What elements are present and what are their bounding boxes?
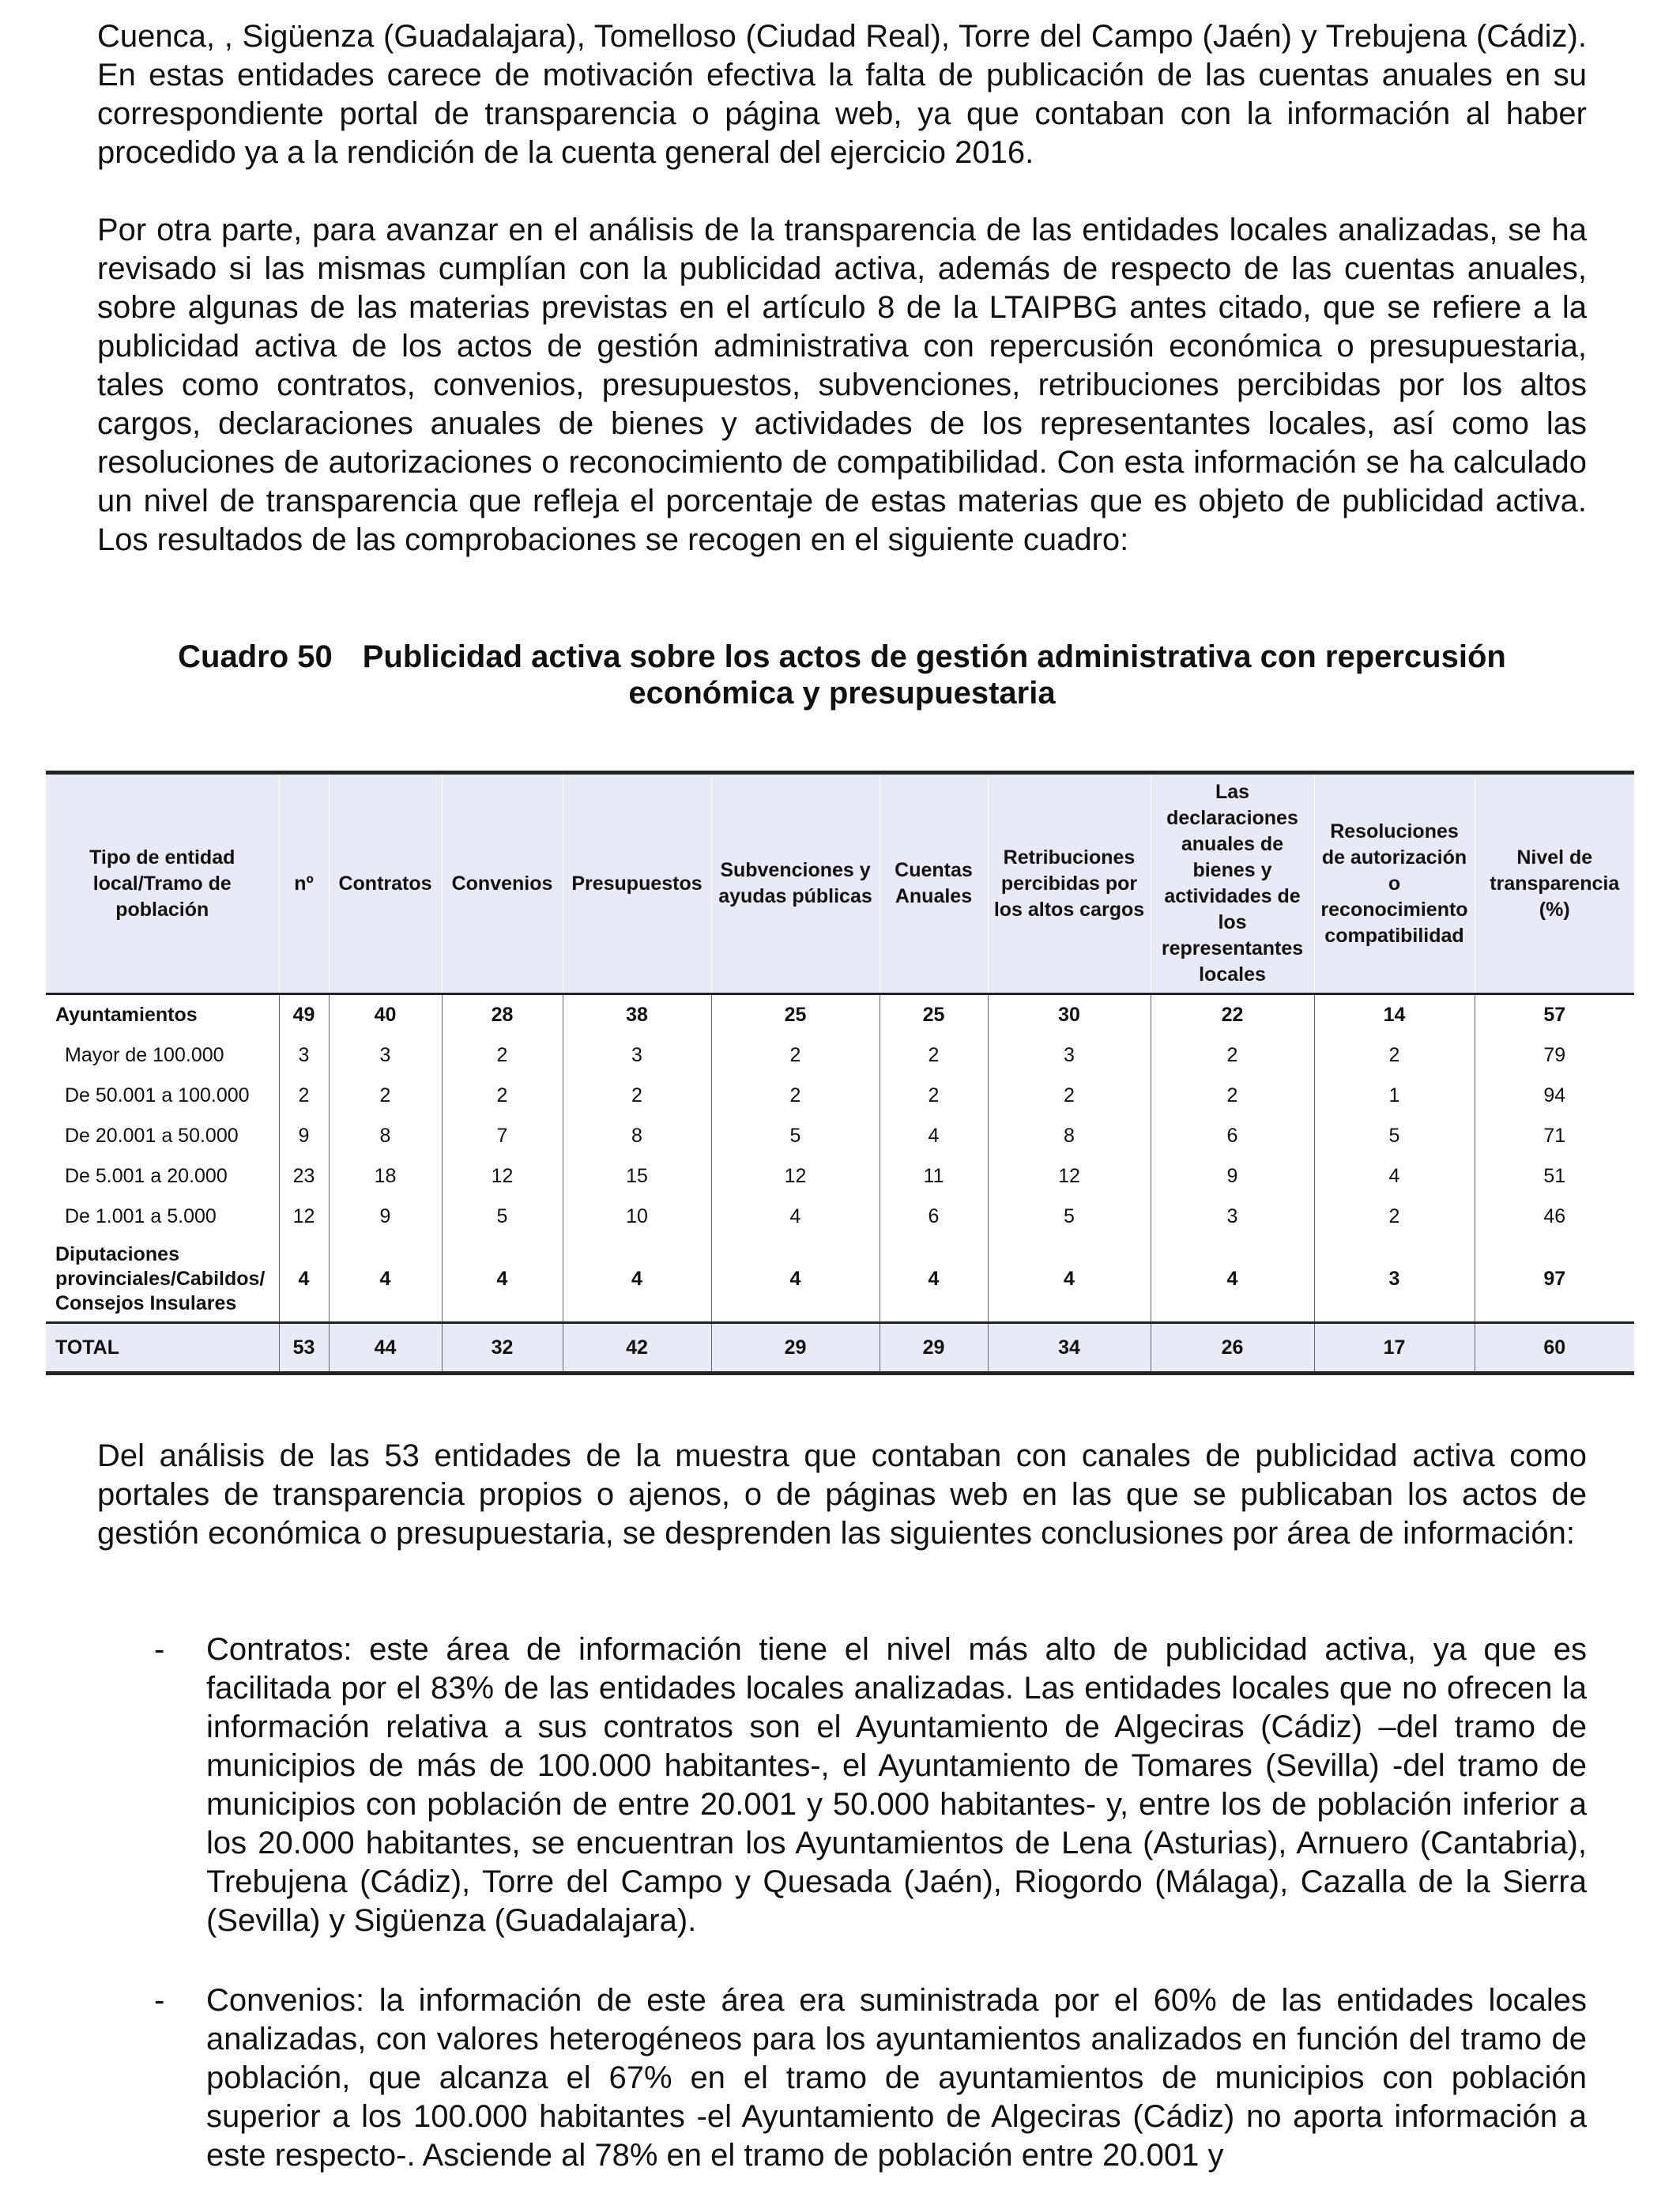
table-cell: 23: [279, 1156, 329, 1197]
table-cell: 29: [880, 1323, 988, 1374]
table-row: [46, 1197, 1634, 1237]
table-cell: 5: [988, 1197, 1151, 1237]
table-cell: 32: [442, 1323, 563, 1374]
table-cell: Mayor de 100.000: [65, 1044, 224, 1066]
table-total-row: [46, 1323, 1634, 1374]
header-cell: Tipo de entidad local/Tramo de población: [46, 773, 279, 994]
table-cell: De 50.001 a 100.000: [65, 1084, 250, 1106]
table-cell: 2: [442, 1035, 563, 1076]
table-cell: 2: [711, 1035, 880, 1076]
table-cell: 4: [988, 1237, 1151, 1323]
table-cell: 6: [1151, 1116, 1314, 1156]
table-cell: 49: [279, 994, 329, 1036]
header-cell: Subvenciones y ayudas públicas: [711, 773, 880, 994]
table-cell: 7: [442, 1116, 563, 1156]
data-table: [46, 771, 1634, 1375]
table-cell: 38: [563, 994, 711, 1036]
table-cell: 12: [711, 1156, 880, 1197]
table-cell: 97: [1475, 1237, 1634, 1323]
paragraph-analysis: Del análisis de las 53 entidades de la muestra que contaban con canales de publicidad activa como portales de transparencia propios o ajenos, o de páginas web en las que se publicaban los actos de gestión económica o presupuestaria, se desprenden las siguientes conclusiones por área de información:: [97, 1438, 1587, 1551]
table-cell: 8: [329, 1116, 442, 1156]
table-cell: 3: [279, 1035, 329, 1076]
table-cell: 5: [442, 1197, 563, 1237]
table-cell: 17: [1314, 1323, 1475, 1374]
table-cell: 14: [1314, 994, 1475, 1036]
header-cell: Presupuestos: [563, 773, 711, 994]
header-cell: Contratos: [329, 773, 442, 994]
header-cell: Nivel de transparencia (%): [1475, 773, 1634, 994]
table-body: [46, 994, 1634, 1374]
table-cell: Ayuntamientos: [55, 1004, 198, 1026]
table-row: [46, 994, 1634, 1036]
paragraph-transparency: Por otra parte, para avanzar en el análisis de la transparencia de las entidades locales analizadas, se ha revisado si las mismas cumplían con la publicidad activa, además de respecto de las cuentas anuales, sobre algunas de las materias previstas en el artículo 8 de la LTAIPBG antes citado, que se refiere a la publicidad activa de los actos de gestión administrativa con repercusión económica o presupuestaria, tales como contratos, convenios, presupuestos, subvenciones, retribuciones percibidas por los altos cargos, declaraciones anuales de bienes y actividades de los representantes locales, así como las resoluciones de autorizaciones o reconocimiento de compatibilidad. Con esta información se ha calculado un nivel de transparencia que refleja el porcentaje de estas materias que es objeto de publicidad activa. Los resultados de las comprobaciones se recogen en el siguiente cuadro:: [97, 213, 1587, 557]
table-cell: 11: [880, 1156, 988, 1197]
table-cell: 3: [1314, 1237, 1475, 1323]
table-cell: De 20.001 a 50.000: [65, 1125, 239, 1147]
table-cell: 4: [1151, 1237, 1314, 1323]
table-cell: 2: [1314, 1197, 1475, 1237]
table-cell: 4: [329, 1237, 442, 1323]
table-cell: 42: [563, 1323, 711, 1374]
bullet-text: Contratos: este área de información tiene el nivel más alto de publicidad activa, ya que es facilitada por el 83% de las entidades locales analizadas. Las entidades locales que no ofrecen la información relativa a sus contratos son el Ayuntamiento de Algeciras (Cádiz) –del tramo de municipios de más de 100.000 habitantes-, el Ayuntamiento de Tomares (Sevilla) -del tramo de municipios con población de entre 20.001 y 50.000 habitantes- y, entre los de población inferior a los 20.000 habitantes, se encuentran los Ayuntamientos de Lena (Asturias), Arnuero (Cantabria), Trebujena (Cádiz), Torre del Campo y Quesada (Jaén), Riogordo (Málaga), Cazalla de la Sierra (Sevilla) y Sigüenza (Guadalajara).: [206, 1632, 1587, 1938]
table-cell: 9: [279, 1116, 329, 1156]
table-cell: 22: [1151, 994, 1314, 1036]
table-container: [46, 771, 1634, 1375]
table-cell: 25: [880, 994, 988, 1036]
table-cell: TOTAL: [46, 1323, 279, 1374]
table-cell: 71: [1475, 1116, 1634, 1156]
table-cell: 3: [329, 1035, 442, 1076]
table-cell: 25: [711, 994, 880, 1036]
table-cell: 4: [1314, 1156, 1475, 1197]
paragraph-intro: Cuenca, , Sigüenza (Guadalajara), Tomelloso (Ciudad Real), Torre del Campo (Jaén) y Trebujena (Cádiz). En estas entidades carece de motivación efectiva la falta de publicación de las cuentas anuales en su correspondiente portal de transparencia o página web, ya que contaban con la información al haber procedido ya a la rendición de la cuenta general del ejercicio 2016.: [97, 19, 1587, 170]
table-cell: 28: [442, 994, 563, 1036]
table-cell: 4: [880, 1116, 988, 1156]
table-cell: 2: [442, 1076, 563, 1116]
table-cell: 9: [329, 1197, 442, 1237]
bullet-dash: -: [154, 1632, 165, 1667]
table-cell: 12: [442, 1156, 563, 1197]
table-cell: 60: [1475, 1323, 1634, 1374]
table-cell: 15: [563, 1156, 711, 1197]
table-cell: 12: [988, 1156, 1151, 1197]
table-cell: 3: [563, 1035, 711, 1076]
table-cell: 10: [563, 1197, 711, 1237]
table-cell: 30: [988, 994, 1151, 1036]
table-cell: 3: [1151, 1197, 1314, 1237]
table-cell: De 5.001 a 20.000: [65, 1165, 228, 1187]
bullet-dash: -: [154, 1983, 165, 2018]
header-cell: Cuentas Anuales: [880, 773, 988, 994]
table-cell: Diputaciones provinciales/Cabildos/ Consejos Insulares: [55, 1243, 266, 1314]
table-cell: 4: [711, 1197, 880, 1237]
table-cell: 1: [1314, 1076, 1475, 1116]
header-cell: nº: [279, 773, 329, 994]
table-cell: 2: [880, 1035, 988, 1076]
table-cell: 9: [1151, 1156, 1314, 1197]
table-cell: 2: [988, 1076, 1151, 1116]
table-header: [46, 773, 1634, 994]
bullet-item-convenios: [97, 1981, 1587, 2175]
table-cell: 2: [329, 1076, 442, 1116]
table-cell: 4: [442, 1237, 563, 1323]
table-row: [46, 1035, 1634, 1076]
table-row: [46, 1076, 1634, 1116]
table-cell: 12: [279, 1197, 329, 1237]
table-cell: 3: [988, 1035, 1151, 1076]
table-row: [46, 1237, 1634, 1323]
table-cell: 2: [1314, 1035, 1475, 1076]
table-cell: 79: [1475, 1035, 1634, 1076]
table-cell: 4: [880, 1237, 988, 1323]
table-row: [46, 1156, 1634, 1197]
table-row: [46, 1116, 1634, 1156]
table-cell: 2: [711, 1076, 880, 1116]
table-cell: 46: [1475, 1197, 1634, 1237]
bullet-item-contratos: [97, 1630, 1587, 1940]
table-cell: 2: [279, 1076, 329, 1116]
table-cell: 2: [1151, 1076, 1314, 1116]
table-cell: 4: [711, 1237, 880, 1323]
table-cell: 94: [1475, 1076, 1634, 1116]
table-cell: 2: [880, 1076, 988, 1116]
caption-number: Cuadro 50: [178, 639, 333, 674]
table-cell: 40: [329, 994, 442, 1036]
table-cell: 44: [329, 1323, 442, 1374]
table-caption: [97, 639, 1587, 711]
table-cell: 8: [988, 1116, 1151, 1156]
table-cell: 18: [329, 1156, 442, 1197]
table-cell: 26: [1151, 1323, 1314, 1374]
header-cell: Las declaraciones anuales de bienes y actividades de los representantes locales: [1151, 773, 1314, 994]
caption-title-line2: económica y presupuestaria: [628, 676, 1056, 711]
bullet-text: Convenios: la información de este área era suministrada por el 60% de las entidades locales analizadas, con valores heterogéneos para los ayuntamientos analizados en función del tramo de población, que alcanza el 67% en el tramo de ayuntamientos de municipios con población superior a los 100.000 habitantes -el Ayuntamiento de Algeciras (Cádiz) no aporta información a este respecto-. Asciende al 78% en el tramo de población entre 20.001 y: [206, 1983, 1587, 2173]
table-cell: 5: [711, 1116, 880, 1156]
table-cell: De 1.001 a 5.000: [65, 1205, 217, 1227]
table-cell: 5: [1314, 1116, 1475, 1156]
table-cell: 4: [279, 1237, 329, 1323]
header-cell: Resoluciones de autorización o reconocimiento compatibilidad: [1314, 773, 1475, 994]
table-cell: 8: [563, 1116, 711, 1156]
table-cell: 6: [880, 1197, 988, 1237]
caption-title-line1: Publicidad activa sobre los actos de gestión administrativa con repercusión: [362, 639, 1506, 674]
table-cell: 4: [563, 1237, 711, 1323]
table-cell: 34: [988, 1323, 1151, 1374]
header-cell: Retribuciones percibidas por los altos cargos: [988, 773, 1151, 994]
table-cell: 57: [1475, 994, 1634, 1036]
header-cell: Convenios: [442, 773, 563, 994]
table-cell: 2: [1151, 1035, 1314, 1076]
table-cell: 51: [1475, 1156, 1634, 1197]
table-cell: 2: [563, 1076, 711, 1116]
table-cell: 29: [711, 1323, 880, 1374]
table-cell: 53: [279, 1323, 329, 1374]
